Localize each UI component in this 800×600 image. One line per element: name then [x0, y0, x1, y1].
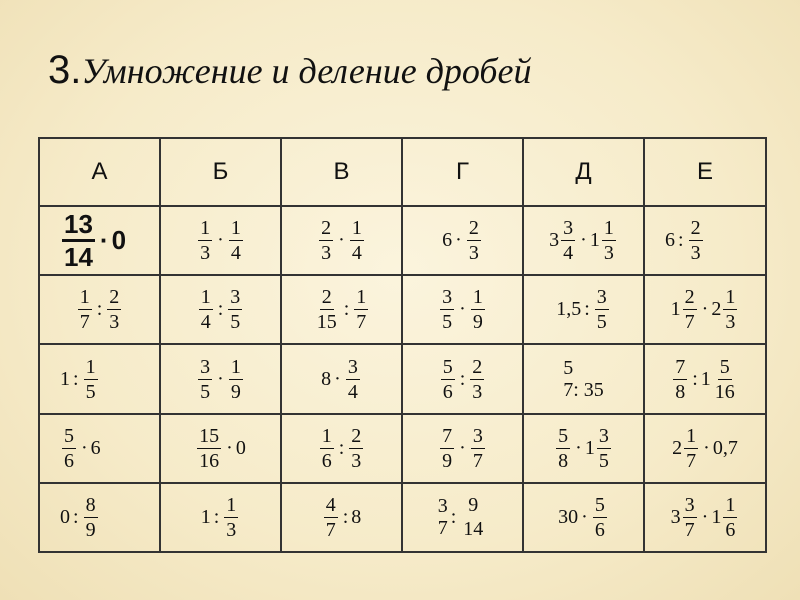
column-header-e: Е [644, 138, 766, 206]
table-row [39, 344, 766, 413]
fraction-denominator: 3 [690, 242, 701, 265]
operator: : [343, 298, 350, 321]
math-term: 7 [437, 517, 448, 540]
fraction [320, 425, 334, 472]
fraction-denominator: 16 [714, 380, 735, 403]
fraction-numerator: 5 [594, 493, 605, 516]
fraction-denominator: 15 [316, 311, 337, 334]
fraction-denominator: 5 [596, 311, 607, 334]
operator: · [99, 225, 109, 256]
operator: : [338, 436, 345, 459]
math-term: 2 [711, 298, 722, 321]
math-term: 8 [321, 367, 332, 390]
fraction-numerator: 7 [442, 424, 453, 447]
fraction-numerator: 15 [199, 424, 220, 447]
fraction [602, 217, 616, 264]
table-header-row [39, 138, 766, 206]
math-term: 1 [670, 298, 681, 321]
fraction-denominator: 3 [472, 380, 483, 403]
fraction-denominator: 7 [356, 311, 367, 334]
fraction-denominator: 5 [200, 380, 211, 403]
fraction-denominator: 4 [347, 380, 358, 403]
fraction [556, 425, 570, 472]
fraction-denominator: 6 [725, 518, 736, 541]
fraction-numerator: 2 [472, 355, 483, 378]
math-term: 3 [549, 229, 560, 252]
cell-r5-a [39, 483, 160, 552]
fraction-denominator: 8 [558, 449, 569, 472]
operator: : [459, 367, 466, 390]
fraction-denominator: 7 [686, 449, 697, 472]
operator: · [575, 436, 582, 459]
fraction-denominator: 14 [64, 242, 93, 273]
operator: · [455, 229, 462, 252]
operator: : [342, 505, 349, 528]
expression [40, 425, 159, 472]
cell-r5-v [281, 483, 402, 552]
cell-r3-a [39, 344, 160, 413]
fraction-denominator: 3 [468, 242, 479, 265]
fraction [597, 425, 611, 472]
fraction-numerator: 3 [347, 355, 358, 378]
cell-r4-v [281, 414, 402, 483]
expression [645, 217, 765, 264]
fraction [62, 425, 76, 472]
column-header-a: А [39, 138, 160, 206]
expression [161, 286, 280, 333]
fraction-denominator: 7 [472, 449, 483, 472]
fraction-denominator: 14 [463, 518, 484, 541]
cell-r3-e [644, 344, 766, 413]
expression [403, 286, 522, 333]
table-row [39, 483, 766, 552]
fraction-denominator: 3 [725, 311, 736, 334]
math-term: 30 [558, 505, 579, 528]
cell-r3-d [523, 344, 644, 413]
cell-r1-g [402, 206, 523, 275]
fraction-denominator: 3 [200, 242, 211, 265]
fraction-denominator: 6 [442, 380, 453, 403]
expression [524, 425, 643, 472]
math-term: 1 [700, 367, 711, 390]
math-term: 1 [584, 436, 595, 459]
fraction [346, 356, 360, 403]
fraction-denominator: 16 [199, 449, 220, 472]
fraction-numerator: 1 [200, 286, 211, 309]
fraction [470, 356, 484, 403]
expression [645, 286, 765, 333]
cell-r4-e [644, 414, 766, 483]
cell-r1-e [644, 206, 766, 275]
fraction [471, 286, 485, 333]
expression [524, 217, 643, 264]
title-number: 3. [48, 48, 82, 92]
fraction [689, 217, 703, 264]
fraction-numerator: 2 [321, 286, 332, 309]
fraction-numerator: 1 [686, 424, 697, 447]
fraction-numerator: 1 [725, 493, 736, 516]
fraction-denominator: 5 [442, 311, 453, 334]
table-row [39, 414, 766, 483]
fraction-numerator: 3 [598, 424, 609, 447]
cell-r2-d [523, 275, 644, 344]
slide-title [48, 48, 532, 93]
cell-r4-g [402, 414, 523, 483]
expression [403, 356, 522, 403]
cell-r3-b [160, 344, 281, 413]
fraction [683, 494, 697, 541]
fraction-denominator: 9 [230, 380, 241, 403]
cell-r2-a [39, 275, 160, 344]
fraction [229, 217, 243, 264]
fraction [684, 425, 698, 472]
fraction-numerator: 3 [472, 424, 483, 447]
cell-r5-b [160, 483, 281, 552]
fraction-denominator: 4 [351, 242, 362, 265]
cell-r2-e [644, 275, 766, 344]
fraction [315, 286, 339, 333]
operator: · [217, 367, 224, 390]
cell-r5-e [644, 483, 766, 552]
fraction-numerator: 3 [684, 493, 695, 516]
fraction-numerator: 3 [442, 286, 453, 309]
cell-r1-a [39, 206, 160, 275]
operator: · [580, 229, 587, 252]
math-term: 0 [235, 436, 246, 459]
math-term [563, 357, 573, 401]
expression [403, 494, 522, 540]
fraction-numerator: 1 [200, 217, 211, 240]
fraction-numerator: 5 [442, 355, 453, 378]
fraction-numerator: 2 [321, 217, 332, 240]
fraction [62, 210, 95, 271]
cell-r4-a [39, 414, 160, 483]
expression [282, 217, 401, 264]
fraction [78, 286, 92, 333]
fraction [228, 286, 242, 333]
title-text: Умножение и деление дробей [81, 51, 532, 91]
fraction-numerator: 2 [684, 286, 695, 309]
fraction [723, 286, 737, 333]
expression [403, 425, 522, 472]
fraction [107, 286, 121, 333]
fraction [595, 286, 609, 333]
operator: · [226, 436, 233, 459]
fraction-numerator: 5 [558, 424, 569, 447]
expression [645, 494, 765, 541]
expression [161, 425, 280, 472]
math-term: 0 [111, 225, 127, 256]
expression [645, 425, 765, 472]
exercise-table [38, 137, 767, 553]
fraction [441, 356, 455, 403]
cell-r2-v [281, 275, 402, 344]
expression [161, 494, 280, 541]
fraction-numerator: 1 [79, 286, 90, 309]
math-term: 1,5 [556, 298, 582, 321]
column-header-d: Д [523, 138, 644, 206]
fraction-denominator: 3 [603, 242, 614, 265]
fraction [350, 217, 364, 264]
operator: : [450, 505, 457, 528]
operator: · [334, 367, 341, 390]
fraction [197, 425, 221, 472]
fraction [440, 425, 454, 472]
fraction [683, 286, 697, 333]
fraction-denominator: 6 [594, 518, 605, 541]
fraction [84, 494, 98, 541]
fraction-numerator: 8 [85, 493, 96, 516]
operator: : [217, 298, 224, 321]
operator: : [73, 367, 79, 390]
fraction-denominator: 3 [109, 311, 120, 334]
cell-r4-b [160, 414, 281, 483]
fraction-numerator: 1 [230, 355, 241, 378]
fraction-numerator: 1 [603, 217, 614, 240]
expression [282, 286, 401, 333]
fraction [199, 286, 213, 333]
operator: : [692, 367, 698, 390]
fraction-denominator: 3 [321, 242, 332, 265]
fraction-numerator: 1 [356, 286, 367, 309]
fraction-numerator: 2 [468, 217, 479, 240]
fraction-denominator: 9 [442, 449, 453, 472]
math-term: 3 [670, 505, 681, 528]
fraction [461, 494, 485, 540]
fraction-denominator: 3 [226, 518, 237, 541]
math-term: 5 [563, 357, 574, 380]
table-row [39, 275, 766, 344]
fraction-denominator: 9 [472, 311, 483, 334]
fraction-numerator: 1 [85, 355, 96, 378]
math-term: : 35 [573, 378, 604, 401]
math-term [438, 495, 448, 539]
operator: · [338, 229, 345, 252]
expression [403, 217, 522, 264]
fraction [723, 494, 737, 541]
fraction-numerator: 1 [472, 286, 483, 309]
fraction-numerator: 13 [62, 210, 95, 242]
fraction-numerator: 1 [230, 217, 241, 240]
fraction-denominator: 5 [598, 449, 609, 472]
fraction [229, 356, 243, 403]
expression [524, 286, 643, 333]
expression [161, 356, 280, 403]
operator: · [81, 436, 88, 459]
fraction [713, 356, 737, 403]
operator: : [678, 229, 684, 252]
fraction-numerator: 5 [64, 424, 74, 447]
math-term: 7 [563, 379, 574, 402]
operator: · [701, 298, 709, 321]
column-header-b: Б [160, 138, 281, 206]
cell-r1-v [281, 206, 402, 275]
expression [40, 356, 159, 403]
fraction-numerator: 1 [351, 217, 362, 240]
fraction [349, 425, 363, 472]
math-term: 1 [711, 505, 722, 528]
cell-r3-v [281, 344, 402, 413]
operator: · [581, 505, 588, 528]
operator: · [459, 298, 466, 321]
cell-r3-g [402, 344, 523, 413]
expression [645, 356, 765, 403]
fraction-numerator: 3 [200, 355, 211, 378]
fraction-denominator: 6 [64, 449, 74, 472]
fraction-denominator: 8 [675, 380, 686, 403]
math-term: 6 [90, 436, 101, 459]
operator: · [217, 229, 224, 252]
cell-r1-b [160, 206, 281, 275]
fraction-numerator: 3 [596, 286, 607, 309]
operator: : [96, 298, 103, 321]
operator: · [703, 436, 710, 459]
fraction [224, 494, 238, 541]
fraction [561, 217, 575, 264]
fraction [673, 356, 687, 403]
math-term: 6 [442, 229, 453, 252]
expression [40, 494, 159, 541]
fraction-numerator: 3 [563, 217, 574, 240]
fraction-numerator: 9 [468, 494, 479, 517]
fraction-denominator: 5 [230, 311, 241, 334]
column-header-g: Г [402, 138, 523, 206]
fraction [593, 494, 607, 541]
operator: : [73, 505, 79, 528]
fraction-denominator: 7 [325, 518, 336, 541]
fraction-denominator: 7 [684, 518, 695, 541]
fraction-denominator: 7 [684, 311, 695, 334]
fraction [471, 425, 485, 472]
operator: · [459, 436, 466, 459]
fraction-denominator: 9 [85, 518, 96, 541]
fraction-numerator: 1 [725, 286, 736, 309]
fraction [198, 217, 212, 264]
cell-r4-d [523, 414, 644, 483]
math-term: 2 [672, 436, 683, 459]
cell-r5-g [402, 483, 523, 552]
expression [40, 210, 159, 271]
fraction-denominator: 4 [563, 242, 574, 265]
fraction-numerator: 3 [230, 286, 241, 309]
expression [40, 286, 159, 333]
fraction [354, 286, 368, 333]
fraction-numerator: 2 [351, 424, 362, 447]
fraction [198, 356, 212, 403]
operator: · [701, 505, 709, 528]
expression [282, 425, 401, 472]
fraction [324, 494, 338, 541]
cell-r1-d [523, 206, 644, 275]
cell-r2-b [160, 275, 281, 344]
fraction [319, 217, 333, 264]
cell-r2-g [402, 275, 523, 344]
fraction-denominator: 4 [200, 311, 211, 334]
expression [161, 217, 280, 264]
fraction-denominator: 7 [79, 311, 90, 334]
fraction-denominator: 4 [230, 242, 241, 265]
column-header-v: В [281, 138, 402, 206]
fraction-numerator: 4 [325, 493, 336, 516]
fraction-numerator: 7 [675, 355, 686, 378]
fraction [440, 286, 454, 333]
expression [524, 357, 643, 402]
fraction-numerator: 2 [109, 286, 120, 309]
math-term: 0,7 [712, 436, 738, 459]
math-term: 1 [589, 229, 600, 252]
fraction-numerator: 1 [226, 493, 237, 516]
table-row [39, 206, 766, 275]
fraction-denominator: 5 [85, 380, 96, 403]
operator: : [584, 298, 590, 321]
fraction-numerator: 1 [321, 424, 332, 447]
math-term: 3 [437, 495, 448, 518]
math-term: 8 [351, 505, 362, 528]
fraction-numerator: 5 [719, 355, 730, 378]
math-term: 1 [200, 505, 211, 528]
expression [282, 356, 401, 403]
expression [524, 494, 643, 541]
operator: : [213, 505, 220, 528]
fraction-denominator: 6 [321, 449, 332, 472]
fraction-denominator: 3 [351, 449, 362, 472]
fraction [84, 356, 98, 403]
math-term: 6 [665, 229, 675, 252]
fraction-numerator: 2 [690, 217, 701, 240]
math-term: 1 [60, 367, 70, 390]
cell-r5-d [523, 483, 644, 552]
math-term: 0 [60, 505, 70, 528]
fraction [467, 217, 481, 264]
expression [282, 494, 401, 541]
